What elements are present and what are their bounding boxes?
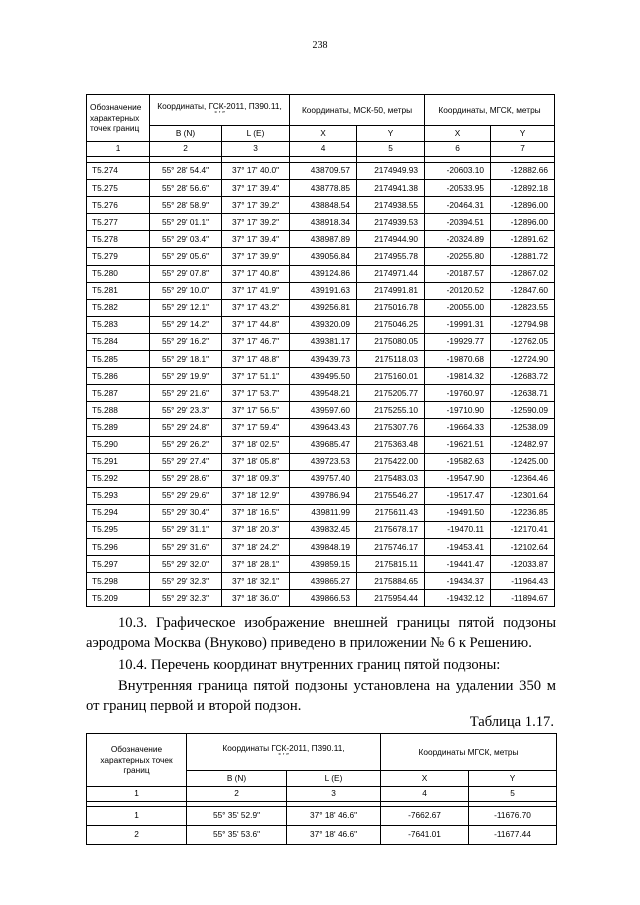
table-cell: Т5.291: [87, 453, 150, 470]
table-cell: -19710.90: [425, 402, 491, 419]
table-row: [87, 180, 555, 197]
table-cell: 37° 17' 59.4": [222, 419, 290, 436]
table-cell: 37° 18' 46.6": [287, 807, 381, 826]
table-cell: -19814.32: [425, 368, 491, 385]
table-cell: -12683.72: [491, 368, 555, 385]
table-row: [87, 282, 555, 299]
mgsk-header: Координаты МГСК, метры: [381, 734, 557, 771]
table-cell: Т5.283: [87, 316, 150, 333]
column-number-row: [87, 142, 555, 157]
table-cell: 2175046.25: [357, 316, 425, 333]
paragraph-10-3-line-1: 10.3. Графическое изображение внешней границы пятой подзоны: [118, 615, 556, 631]
table-cell: 439056.84: [290, 248, 357, 265]
table-cell: 55° 29' 28.6": [150, 470, 222, 487]
table-cell: 37° 17' 53.7": [222, 385, 290, 402]
table-row: [87, 197, 555, 214]
table-row: [87, 265, 555, 282]
table-cell: 37° 17' 56.5": [222, 402, 290, 419]
table-cell: Т5.290: [87, 436, 150, 453]
table-cell: 55° 29' 31.6": [150, 539, 222, 556]
table-cell: 55° 35' 53.6": [187, 826, 287, 845]
table-cell: 438848.54: [290, 197, 357, 214]
table-cell: 439495.50: [290, 368, 357, 385]
table-row: [87, 453, 555, 470]
b-header: B (N): [150, 126, 222, 142]
table-cell: Т5.292: [87, 470, 150, 487]
table-cell: 37° 17' 51.1": [222, 368, 290, 385]
table-cell: 37° 17' 44.8": [222, 316, 290, 333]
gsk-header: [150, 95, 290, 126]
mgsk-header: Координаты, МГСК, метры: [425, 95, 555, 126]
table-cell: -12794.98: [491, 316, 555, 333]
table-cell: -12102.64: [491, 539, 555, 556]
table-cell: -12482.97: [491, 436, 555, 453]
table-cell: 55° 29' 27.4": [150, 453, 222, 470]
table-cell: 55° 29' 32.3": [150, 573, 222, 590]
table-cell: 37° 17' 39.4": [222, 180, 290, 197]
designation-header: Обозначение характерных точек границ: [87, 734, 187, 787]
table-cell: -19870.68: [425, 351, 491, 368]
table-row: [87, 368, 555, 385]
table-cell: 37° 17' 39.2": [222, 214, 290, 231]
table-cell: Т5.297: [87, 556, 150, 573]
table-cell: -11677.44: [469, 826, 557, 845]
coordinates-table-inner-boundary: [86, 733, 557, 845]
table-cell: 37° 18' 20.3": [222, 521, 290, 538]
designation-header: Обозначение характерных точек границ: [87, 95, 150, 142]
mgsk-x-header: X: [381, 771, 469, 787]
table-cell: 55° 29' 19.9": [150, 368, 222, 385]
table-cell: -20187.57: [425, 265, 491, 282]
table-cell: -12590.09: [491, 402, 555, 419]
table-cell: Т5.295: [87, 521, 150, 538]
col-num: 2: [187, 787, 287, 802]
col-num: 5: [469, 787, 557, 802]
paragraph-10-3-line-2: аэродрома Москва (Внуково) приведено в приложении № 6 к Решению.: [86, 635, 532, 651]
table-cell: 37° 17' 48.8": [222, 351, 290, 368]
table-cell: -12762.05: [491, 333, 555, 350]
table-cell: -19491.50: [425, 504, 491, 521]
table-cell: -19547.90: [425, 470, 491, 487]
table-cell: Т5.209: [87, 590, 150, 607]
table-cell: -19929.77: [425, 333, 491, 350]
paragraph-10-3: [86, 613, 556, 653]
table-cell: 439256.81: [290, 299, 357, 316]
table-cell: -12882.66: [491, 163, 555, 180]
table-cell: 55° 29' 16.2": [150, 333, 222, 350]
table-cell: 438778.85: [290, 180, 357, 197]
table-cell: 37° 18' 46.6": [287, 826, 381, 845]
table-cell: 438709.57: [290, 163, 357, 180]
msk-y-header: Y: [357, 126, 425, 142]
table-cell: Т5.279: [87, 248, 150, 265]
page-number: 238: [312, 40, 328, 51]
table-cell: -12364.46: [491, 470, 555, 487]
table-row: [87, 573, 555, 590]
table-cell: -19664.33: [425, 419, 491, 436]
table-cell: 2174949.93: [357, 163, 425, 180]
col-num: 1: [87, 142, 150, 157]
table-cell: -19470.11: [425, 521, 491, 538]
table-cell: -19432.12: [425, 590, 491, 607]
table-cell: 2174955.78: [357, 248, 425, 265]
table-row: [87, 521, 555, 538]
mgsk-y-header: Y: [469, 771, 557, 787]
table-cell: -12425.00: [491, 453, 555, 470]
table-cell: 439685.47: [290, 436, 357, 453]
table-cell: -12724.90: [491, 351, 555, 368]
mgsk-y-header: Y: [491, 126, 555, 142]
table-cell: 55° 28' 58.9": [150, 197, 222, 214]
table-cell: 2175546.27: [357, 487, 425, 504]
paragraph-10-4: 10.4. Перечень координат внутренних границ пятой подзоны:: [118, 657, 501, 673]
table-cell: 439643.43: [290, 419, 357, 436]
table-cell: -12170.41: [491, 521, 555, 538]
table-cell: 2175205.77: [357, 385, 425, 402]
table-cell: Т5.274: [87, 163, 150, 180]
coordinates-table-outer-boundary: [86, 94, 555, 607]
table-row: [87, 231, 555, 248]
table-cell: -19441.47: [425, 556, 491, 573]
table-row: [87, 504, 555, 521]
table-cell: -20603.10: [425, 163, 491, 180]
b-header: B (N): [187, 771, 287, 787]
table-cell: -12896.00: [491, 214, 555, 231]
table-cell: 55° 29' 03.4": [150, 231, 222, 248]
l-header: L (E): [287, 771, 381, 787]
gsk-header-title: Координаты, ГСК-2011, П390.11,: [157, 101, 282, 112]
table-cell: -11676.70: [469, 807, 557, 826]
table-cell: -7662.67: [381, 807, 469, 826]
table-cell: -19517.47: [425, 487, 491, 504]
table-cell: -20055.00: [425, 299, 491, 316]
table-row: [87, 487, 555, 504]
table-cell: 2175483.03: [357, 470, 425, 487]
table-row: [87, 351, 555, 368]
table-cell: 2174991.81: [357, 282, 425, 299]
table-cell: -12891.62: [491, 231, 555, 248]
table-cell: -7641.01: [381, 826, 469, 845]
table-caption: Таблица 1.17.: [469, 714, 554, 730]
table-cell: 439124.86: [290, 265, 357, 282]
table-cell: Т5.289: [87, 419, 150, 436]
table-row: [87, 556, 555, 573]
table-cell: 37° 17' 41.9": [222, 282, 290, 299]
table-cell: Т5.284: [87, 333, 150, 350]
table-cell: 2175255.10: [357, 402, 425, 419]
gsk-header-units: ° ′ ″: [214, 111, 225, 119]
table-cell: -19453.41: [425, 539, 491, 556]
table-cell: -19434.37: [425, 573, 491, 590]
table-cell: 2175363.48: [357, 436, 425, 453]
table-cell: 2175611.43: [357, 504, 425, 521]
table-cell: 55° 29' 26.2": [150, 436, 222, 453]
table-cell: 2174944.90: [357, 231, 425, 248]
table-cell: 439865.27: [290, 573, 357, 590]
table-cell: 55° 29' 24.8": [150, 419, 222, 436]
table-cell: 37° 17' 39.2": [222, 197, 290, 214]
col-num: 4: [290, 142, 357, 157]
table-cell: -12301.64: [491, 487, 555, 504]
table-cell: 37° 18' 16.5": [222, 504, 290, 521]
table-cell: Т5.296: [87, 539, 150, 556]
table-cell: 37° 17' 46.7": [222, 333, 290, 350]
table-row: [87, 385, 555, 402]
table-cell: 37° 18' 02.5": [222, 436, 290, 453]
table-cell: -19582.63: [425, 453, 491, 470]
col-num: 1: [87, 787, 187, 802]
l-header: L (E): [222, 126, 290, 142]
table-cell: -12638.71: [491, 385, 555, 402]
table-cell: -20255.80: [425, 248, 491, 265]
table-cell: 37° 18' 28.1": [222, 556, 290, 573]
col-num: 5: [357, 142, 425, 157]
gsk-header-units: ° ′ ″: [278, 753, 289, 761]
table-row: [87, 539, 555, 556]
table-cell: 2175422.00: [357, 453, 425, 470]
table-cell: 438987.89: [290, 231, 357, 248]
table-cell: Т5.286: [87, 368, 150, 385]
table-row: [87, 826, 557, 845]
table-cell: Т5.288: [87, 402, 150, 419]
table-row: [87, 436, 555, 453]
table-cell: 37° 18' 32.1": [222, 573, 290, 590]
table-cell: 439786.94: [290, 487, 357, 504]
table-cell: 439320.09: [290, 316, 357, 333]
col-num: 6: [425, 142, 491, 157]
table-cell: 2174938.55: [357, 197, 425, 214]
table-cell: 55° 29' 14.2": [150, 316, 222, 333]
col-num: 4: [381, 787, 469, 802]
table-cell: -12896.00: [491, 197, 555, 214]
table-cell: Т5.287: [87, 385, 150, 402]
table-row: [87, 214, 555, 231]
table-cell: -11894.67: [491, 590, 555, 607]
table-cell: 439859.15: [290, 556, 357, 573]
table-cell: 2175954.44: [357, 590, 425, 607]
table-cell: -12892.18: [491, 180, 555, 197]
table-cell: 2174939.53: [357, 214, 425, 231]
table-cell: -12236.85: [491, 504, 555, 521]
table-cell: 37° 18' 36.0": [222, 590, 290, 607]
table-cell: 2175016.78: [357, 299, 425, 316]
table-cell: -19621.51: [425, 436, 491, 453]
table-cell: 55° 29' 18.1": [150, 351, 222, 368]
table-cell: -12823.55: [491, 299, 555, 316]
col-num: 7: [491, 142, 555, 157]
table-cell: 37° 18' 09.3": [222, 470, 290, 487]
table-cell: 55° 28' 56.6": [150, 180, 222, 197]
col-num: 3: [222, 142, 290, 157]
table-cell: Т5.276: [87, 197, 150, 214]
table-cell: -19991.31: [425, 316, 491, 333]
table-row: [87, 419, 555, 436]
table-cell: 37° 18' 12.9": [222, 487, 290, 504]
table-cell: 439866.53: [290, 590, 357, 607]
table-cell: 439723.53: [290, 453, 357, 470]
table-row: [87, 316, 555, 333]
table-cell: 37° 17' 40.8": [222, 265, 290, 282]
table-cell: 439191.63: [290, 282, 357, 299]
table-cell: 439439.73: [290, 351, 357, 368]
table-cell: 439597.60: [290, 402, 357, 419]
table-cell: Т5.277: [87, 214, 150, 231]
table-cell: 439811.99: [290, 504, 357, 521]
table-cell: 55° 29' 29.6": [150, 487, 222, 504]
table-row: [87, 299, 555, 316]
table-row: [87, 590, 555, 607]
table-cell: Т5.282: [87, 299, 150, 316]
table-cell: 55° 29' 32.0": [150, 556, 222, 573]
table-row: [87, 163, 555, 180]
table-cell: 2175080.05: [357, 333, 425, 350]
msk-header: Координаты, МСК-50, метры: [290, 95, 425, 126]
table-cell: -20324.89: [425, 231, 491, 248]
table-cell: -20464.31: [425, 197, 491, 214]
table-cell: -20120.52: [425, 282, 491, 299]
table-cell: 439848.19: [290, 539, 357, 556]
table-cell: -12847.60: [491, 282, 555, 299]
col-num: 3: [287, 787, 381, 802]
table-cell: Т5.275: [87, 180, 150, 197]
table-cell: 55° 29' 10.0": [150, 282, 222, 299]
table-cell: 2175815.11: [357, 556, 425, 573]
col-num: 2: [150, 142, 222, 157]
table-cell: -12881.72: [491, 248, 555, 265]
table-row: [87, 248, 555, 265]
table-row: [87, 333, 555, 350]
table-cell: 55° 29' 32.3": [150, 590, 222, 607]
table-cell: 37° 18' 24.2": [222, 539, 290, 556]
table-cell: -12867.02: [491, 265, 555, 282]
table-cell: 55° 29' 07.8": [150, 265, 222, 282]
table-cell: 2175746.17: [357, 539, 425, 556]
table-row: [87, 470, 555, 487]
table-cell: 55° 29' 30.4": [150, 504, 222, 521]
gsk-header: [187, 734, 381, 771]
table-cell: Т5.280: [87, 265, 150, 282]
table-row: [87, 807, 557, 826]
table-cell: 2: [87, 826, 187, 845]
table-cell: 37° 17' 40.0": [222, 163, 290, 180]
table-cell: 1: [87, 807, 187, 826]
table-cell: 2175678.17: [357, 521, 425, 538]
table-cell: 55° 29' 12.1": [150, 299, 222, 316]
table-cell: -12033.87: [491, 556, 555, 573]
table-cell: -11964.43: [491, 573, 555, 590]
table-cell: 37° 17' 39.4": [222, 231, 290, 248]
table-cell: 439381.17: [290, 333, 357, 350]
table-cell: 438918.34: [290, 214, 357, 231]
table-cell: 2175118.03: [357, 351, 425, 368]
table-cell: -20533.95: [425, 180, 491, 197]
mgsk-x-header: X: [425, 126, 491, 142]
table-cell: 439757.40: [290, 470, 357, 487]
table-cell: 55° 28' 54.4": [150, 163, 222, 180]
table-cell: 2174971.44: [357, 265, 425, 282]
table-cell: 55° 29' 23.3": [150, 402, 222, 419]
table-cell: 2175307.76: [357, 419, 425, 436]
paragraph-inner-boundary: Внутренняя граница пятой подзоны установлена на удалении 350 м от границ первой и второй подзон.: [86, 678, 556, 714]
table-cell: 37° 17' 39.9": [222, 248, 290, 265]
table-cell: 2174941.38: [357, 180, 425, 197]
table-cell: Т5.294: [87, 504, 150, 521]
table-cell: 55° 35' 52.9": [187, 807, 287, 826]
table-cell: 2175160.01: [357, 368, 425, 385]
table-cell: -20394.51: [425, 214, 491, 231]
table-cell: -19760.97: [425, 385, 491, 402]
table-cell: 37° 18' 05.8": [222, 453, 290, 470]
gsk-header-title: Координаты ГСК-2011, П390.11,: [222, 743, 345, 754]
table-cell: Т5.298: [87, 573, 150, 590]
table-cell: 55° 29' 01.1": [150, 214, 222, 231]
table-cell: Т5.281: [87, 282, 150, 299]
table-cell: 55° 29' 21.6": [150, 385, 222, 402]
table-cell: Т5.278: [87, 231, 150, 248]
table-cell: 2175884.65: [357, 573, 425, 590]
table-cell: 439832.45: [290, 521, 357, 538]
table-row: [87, 402, 555, 419]
table-cell: Т5.293: [87, 487, 150, 504]
msk-x-header: X: [290, 126, 357, 142]
table-cell: -12538.09: [491, 419, 555, 436]
column-number-row: [87, 787, 557, 802]
table-cell: 55° 29' 31.1": [150, 521, 222, 538]
table-cell: 439548.21: [290, 385, 357, 402]
table-cell: 55° 29' 05.6": [150, 248, 222, 265]
table-cell: Т5.285: [87, 351, 150, 368]
table-cell: 37° 17' 43.2": [222, 299, 290, 316]
